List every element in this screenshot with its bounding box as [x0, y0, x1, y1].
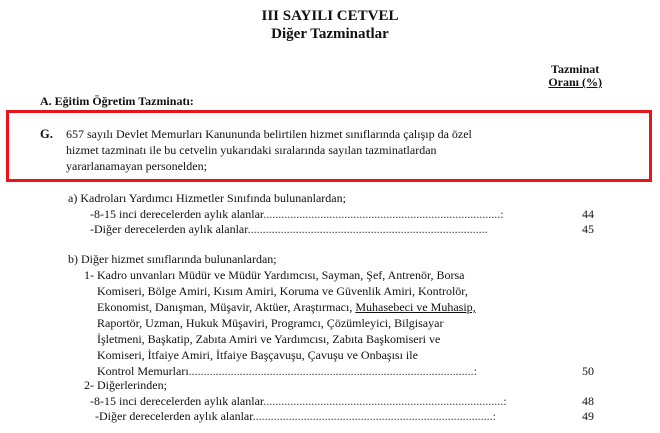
column-header-line1: Tazminat — [551, 62, 600, 76]
part-b-item2-row-1-value: 48 — [582, 394, 594, 408]
section-a-heading: A. Eğitim Öğretim Tazminatı: — [40, 94, 194, 108]
row-leader: ................................................................................: — [263, 394, 507, 408]
part-b-item1-line-6: Komiseri, İtfaiye Amiri, İtfaiye Başçavuşu, Çavuşu ve Onbaşısı ile — [97, 348, 418, 362]
part-a-row-2 — [90, 222, 488, 237]
part-b-item1-line-2: Komiseri, Bölge Amiri, Kısım Amiri, Koruma ve Güvenlik Amiri, Kontrolör, — [97, 284, 468, 298]
row-leader: ...............................................................................: — [263, 207, 504, 221]
row-text: -Diğer derecelerden aylık alanlar — [95, 409, 253, 423]
part-a-row-2-value: 45 — [582, 222, 594, 236]
part-b-item1-line-4: Raportör, Uzman, Hukuk Müşaviri, Programcı, Çözümleyici, Bilgisayar — [97, 316, 444, 330]
part-b-item1-value: 50 — [582, 364, 594, 378]
part-b-item1-line-1: 1- Kadro unvanları Müdür ve Müdür Yardımcısı, Sayman, Şef, Antrenör, Borsa — [84, 268, 465, 282]
column-header-line2: Oranı (%) — [548, 75, 602, 89]
row-text: -8-15 inci derecelerden aylık alanlar — [90, 394, 264, 408]
row-text: -Diğer derecelerden aylık alanlar — [90, 222, 248, 236]
document-title: III SAYILI CETVEL — [261, 8, 399, 24]
part-b-item2-row-2-value: 49 — [582, 409, 594, 423]
part-b-item2-row-2 — [95, 409, 496, 424]
row-leader: ................................................................................ — [247, 222, 488, 236]
part-b-item2-row-1 — [90, 394, 507, 409]
part-b-item1-line-3 — [97, 300, 476, 315]
line-text: Ekonomist, Danışman, Müşavir, Aktüer, Araştırmacı, — [97, 300, 353, 314]
row-text: Kontrol Memurları — [97, 364, 189, 378]
part-b-item2-heading: 2- Diğerlerinden; — [84, 378, 167, 392]
part-b-item1-last — [97, 364, 477, 379]
part-a-heading: a) Kadroları Yardımcı Hizmetler Sınıfında bulunanlardan; — [68, 191, 346, 205]
item-g-line-1: 657 sayılı Devlet Memurları Kanununda belirtilen hizmet sınıflarında çalışıp da özel — [66, 127, 472, 141]
item-g-line-3: yararlanamayan personelden; — [66, 159, 207, 173]
column-header — [548, 63, 602, 89]
part-a-row-1 — [90, 207, 504, 222]
part-b-item1-line-5: İşletmeni, Başkatip, Zabıta Amiri ve Yardımcısı, Zabıta Başkomiseri ve — [97, 332, 441, 346]
item-g-label: G. — [40, 127, 53, 141]
document-subtitle: Diğer Tazminatlar — [271, 26, 389, 42]
part-b-heading: b) Diğer hizmet sınıflarında bulunanlardan; — [68, 252, 277, 266]
row-leader: ...............................................................................................: — [188, 364, 477, 378]
part-a-row-1-value: 44 — [582, 207, 594, 221]
row-text: -8-15 inci derecelerden aylık alanlar — [90, 207, 264, 221]
row-leader: ................................................................................: — [252, 409, 496, 423]
underlined-phrase: Muhasebeci ve Muhasip, — [355, 300, 476, 314]
item-g-line-2: hizmet tazminatı ile bu cetvelin yukarıdaki sıralarında sayılan tazminatlardan — [66, 143, 437, 157]
